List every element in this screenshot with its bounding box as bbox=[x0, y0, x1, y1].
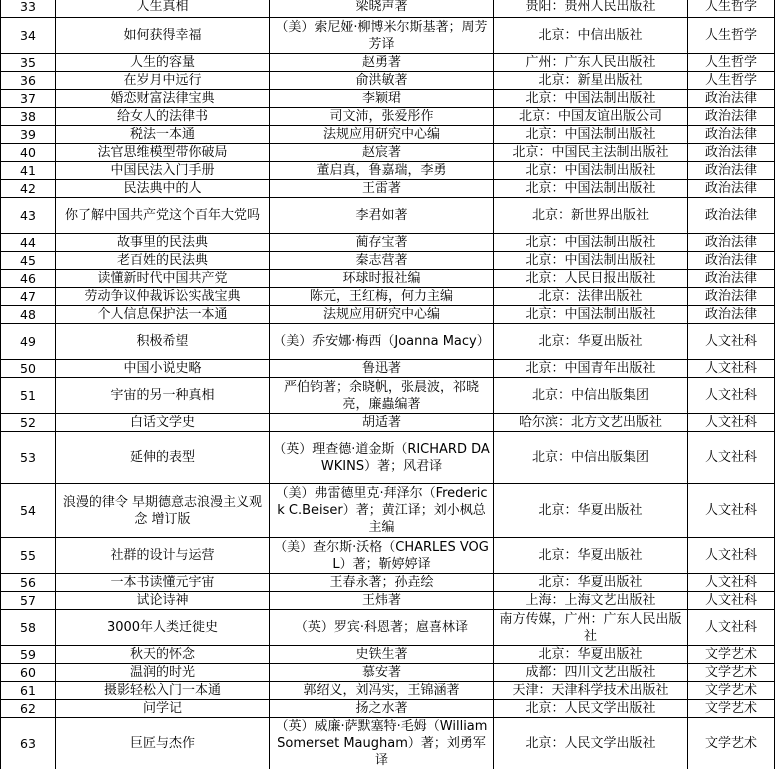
cell-publisher: 北京：新星出版社 bbox=[494, 72, 688, 90]
cell-number: 63 bbox=[1, 718, 56, 769]
table-row bbox=[1, 324, 775, 360]
cell-category: 人文社科 bbox=[688, 574, 775, 592]
cell-title: 婚恋财富法律宝典 bbox=[56, 90, 270, 108]
cell-publisher: 北京：中国法制出版社 bbox=[494, 252, 688, 270]
table-row bbox=[1, 682, 775, 700]
cell-number: 38 bbox=[1, 108, 56, 126]
table-row bbox=[1, 378, 775, 414]
cell-number: 40 bbox=[1, 144, 56, 162]
cell-author: 李君如著 bbox=[270, 198, 494, 234]
cell-category: 人生哲学 bbox=[688, 18, 775, 54]
cell-author: （美）弗雷德里克·拜泽尔（Frederick C.Beiser）著；黄江译；刘小枫总主编 bbox=[270, 484, 494, 538]
cell-publisher: 北京：法律出版社 bbox=[494, 288, 688, 306]
cell-title: 中国小说史略 bbox=[56, 360, 270, 378]
table-row bbox=[1, 288, 775, 306]
cell-category: 人文社科 bbox=[688, 592, 775, 610]
table-row bbox=[1, 610, 775, 646]
cell-title: 你了解中国共产党这个百年大党吗 bbox=[56, 198, 270, 234]
table-row bbox=[1, 664, 775, 682]
cell-category: 政治法律 bbox=[688, 90, 775, 108]
cell-publisher: 哈尔滨：北方文艺出版社 bbox=[494, 414, 688, 432]
table-row bbox=[1, 270, 775, 288]
cell-number: 54 bbox=[1, 484, 56, 538]
cell-title: 劳动争议仲裁诉讼实战宝典 bbox=[56, 288, 270, 306]
cell-number: 42 bbox=[1, 180, 56, 198]
cell-category: 人生哲学 bbox=[688, 0, 775, 18]
cell-publisher: 北京：华夏出版社 bbox=[494, 574, 688, 592]
cell-category: 政治法律 bbox=[688, 108, 775, 126]
cell-title: 温润的时光 bbox=[56, 664, 270, 682]
cell-author: 郭绍义，刘冯实，王锦涵著 bbox=[270, 682, 494, 700]
cell-author: 胡适著 bbox=[270, 414, 494, 432]
cell-title: 读懂新时代中国共产党 bbox=[56, 270, 270, 288]
cell-publisher: 北京：华夏出版社 bbox=[494, 484, 688, 538]
cell-title: 税法一本通 bbox=[56, 126, 270, 144]
cell-number: 34 bbox=[1, 18, 56, 54]
cell-title: 摄影轻松入门一本通 bbox=[56, 682, 270, 700]
table-row bbox=[1, 144, 775, 162]
table-row bbox=[1, 574, 775, 592]
cell-publisher: 北京：中信出版社 bbox=[494, 18, 688, 54]
cell-title: 3000年人类迁徙史 bbox=[56, 610, 270, 646]
cell-title: 浪漫的律令 早期德意志浪漫主义观念 增订版 bbox=[56, 484, 270, 538]
cell-title: 老百姓的民法典 bbox=[56, 252, 270, 270]
cell-publisher: 北京：华夏出版社 bbox=[494, 538, 688, 574]
cell-author: 王炜著 bbox=[270, 592, 494, 610]
cell-title: 故事里的民法典 bbox=[56, 234, 270, 252]
table-row bbox=[1, 180, 775, 198]
cell-title: 给女人的法律书 bbox=[56, 108, 270, 126]
cell-number: 45 bbox=[1, 252, 56, 270]
cell-number: 53 bbox=[1, 432, 56, 484]
cell-author: 鲁迅著 bbox=[270, 360, 494, 378]
cell-title: 民法典中的人 bbox=[56, 180, 270, 198]
cell-category: 文学艺术 bbox=[688, 646, 775, 664]
cell-number: 52 bbox=[1, 414, 56, 432]
cell-title: 巨匠与杰作 bbox=[56, 718, 270, 769]
table-row bbox=[1, 198, 775, 234]
cell-title: 社群的设计与运营 bbox=[56, 538, 270, 574]
cell-author: 王雷著 bbox=[270, 180, 494, 198]
cell-number: 58 bbox=[1, 610, 56, 646]
cell-number: 55 bbox=[1, 538, 56, 574]
cell-publisher: 北京：华夏出版社 bbox=[494, 646, 688, 664]
table-row bbox=[1, 72, 775, 90]
cell-title: 中国民法入门手册 bbox=[56, 162, 270, 180]
cell-category: 文学艺术 bbox=[688, 718, 775, 769]
cell-title: 积极希望 bbox=[56, 324, 270, 360]
cell-title: 如何获得幸福 bbox=[56, 18, 270, 54]
cell-author: （美）索尼娅·柳博米尔斯基著；周芳芳译 bbox=[270, 18, 494, 54]
cell-category: 人文社科 bbox=[688, 610, 775, 646]
table-row bbox=[1, 90, 775, 108]
table-row bbox=[1, 234, 775, 252]
cell-publisher: 北京：中国法制出版社 bbox=[494, 306, 688, 324]
cell-publisher: 北京：中国法制出版社 bbox=[494, 180, 688, 198]
cell-title: 延伸的表型 bbox=[56, 432, 270, 484]
cell-author: （英）理查德·道金斯（RICHARD DAWKINS）著；风君译 bbox=[270, 432, 494, 484]
cell-author: 李颖珺 bbox=[270, 90, 494, 108]
cell-author: 慕安著 bbox=[270, 664, 494, 682]
table-row bbox=[1, 484, 775, 538]
table-row bbox=[1, 592, 775, 610]
table-row bbox=[1, 0, 775, 18]
cell-publisher: 南方传媒，广州：广东人民出版社 bbox=[494, 610, 688, 646]
cell-title: 法官思维模型带你破局 bbox=[56, 144, 270, 162]
cell-title: 一本书读懂元宇宙 bbox=[56, 574, 270, 592]
cell-author: 扬之水著 bbox=[270, 700, 494, 718]
table-row bbox=[1, 718, 775, 769]
cell-number: 37 bbox=[1, 90, 56, 108]
cell-author: （美）查尔斯·沃格（CHARLES VOGL）著；靳婷婷译 bbox=[270, 538, 494, 574]
cell-title: 宇宙的另一种真相 bbox=[56, 378, 270, 414]
cell-category: 文学艺术 bbox=[688, 664, 775, 682]
cell-number: 57 bbox=[1, 592, 56, 610]
table-row bbox=[1, 108, 775, 126]
cell-category: 政治法律 bbox=[688, 270, 775, 288]
cell-author: 法规应用研究中心编 bbox=[270, 306, 494, 324]
cell-number: 49 bbox=[1, 324, 56, 360]
cell-number: 44 bbox=[1, 234, 56, 252]
cell-number: 47 bbox=[1, 288, 56, 306]
cell-category: 人文社科 bbox=[688, 538, 775, 574]
cell-title: 人生的容量 bbox=[56, 54, 270, 72]
cell-number: 39 bbox=[1, 126, 56, 144]
cell-category: 人生哲学 bbox=[688, 54, 775, 72]
cell-number: 36 bbox=[1, 72, 56, 90]
cell-number: 56 bbox=[1, 574, 56, 592]
cell-category: 人文社科 bbox=[688, 432, 775, 484]
cell-author: 史铁生著 bbox=[270, 646, 494, 664]
cell-publisher: 成都：四川文艺出版社 bbox=[494, 664, 688, 682]
cell-number: 60 bbox=[1, 664, 56, 682]
table-row bbox=[1, 252, 775, 270]
cell-category: 政治法律 bbox=[688, 180, 775, 198]
table-row bbox=[1, 538, 775, 574]
cell-category: 政治法律 bbox=[688, 288, 775, 306]
cell-title: 在岁月中远行 bbox=[56, 72, 270, 90]
cell-title: 人生真相 bbox=[56, 0, 270, 18]
cell-author: 环球时报社编 bbox=[270, 270, 494, 288]
cell-author: 法规应用研究中心编 bbox=[270, 126, 494, 144]
cell-category: 人文社科 bbox=[688, 414, 775, 432]
cell-number: 62 bbox=[1, 700, 56, 718]
cell-author: 陈元，王红梅，何力主编 bbox=[270, 288, 494, 306]
cell-number: 41 bbox=[1, 162, 56, 180]
cell-title: 白话文学史 bbox=[56, 414, 270, 432]
table-row bbox=[1, 646, 775, 664]
table-row bbox=[1, 432, 775, 484]
cell-publisher: 北京：新世界出版社 bbox=[494, 198, 688, 234]
cell-publisher: 北京：中国法制出版社 bbox=[494, 162, 688, 180]
cell-publisher: 北京：中信出版集团 bbox=[494, 432, 688, 484]
cell-number: 61 bbox=[1, 682, 56, 700]
table-row bbox=[1, 126, 775, 144]
cell-category: 文学艺术 bbox=[688, 700, 775, 718]
cell-author: 严伯钧著；余晓帆，张晨波，祁晓亮，廉蟲编著 bbox=[270, 378, 494, 414]
cell-number: 51 bbox=[1, 378, 56, 414]
cell-publisher: 北京：中信出版集团 bbox=[494, 378, 688, 414]
cell-publisher: 北京：中国青年出版社 bbox=[494, 360, 688, 378]
cell-author: 俞洪敏著 bbox=[270, 72, 494, 90]
cell-author: （美）乔安娜·梅西（Joanna Macy） bbox=[270, 324, 494, 360]
table-row bbox=[1, 54, 775, 72]
cell-category: 文学艺术 bbox=[688, 682, 775, 700]
cell-publisher: 北京：人民日报出版社 bbox=[494, 270, 688, 288]
table-row bbox=[1, 700, 775, 718]
cell-publisher: 北京：中国民主法制出版社 bbox=[494, 144, 688, 162]
cell-publisher: 天津：天津科学技术出版社 bbox=[494, 682, 688, 700]
cell-publisher: 北京：中国法制出版社 bbox=[494, 234, 688, 252]
table-row bbox=[1, 414, 775, 432]
cell-author: 董启真，鲁嘉瑞，李勇 bbox=[270, 162, 494, 180]
cell-author: 蔺存宝著 bbox=[270, 234, 494, 252]
cell-title: 秋天的怀念 bbox=[56, 646, 270, 664]
cell-author: 秦志营著 bbox=[270, 252, 494, 270]
cell-category: 人文社科 bbox=[688, 378, 775, 414]
cell-publisher: 贵阳：贵州人民出版社 bbox=[494, 0, 688, 18]
table-row bbox=[1, 360, 775, 378]
cell-number: 33 bbox=[1, 0, 56, 18]
cell-author: 梁晓声著 bbox=[270, 0, 494, 18]
cell-category: 人文社科 bbox=[688, 360, 775, 378]
cell-publisher: 北京：华夏出版社 bbox=[494, 324, 688, 360]
cell-publisher: 北京：人民文学出版社 bbox=[494, 700, 688, 718]
cell-author: 赵勇著 bbox=[270, 54, 494, 72]
cell-category: 政治法律 bbox=[688, 306, 775, 324]
cell-category: 人文社科 bbox=[688, 324, 775, 360]
cell-category: 政治法律 bbox=[688, 252, 775, 270]
cell-publisher: 北京：人民文学出版社 bbox=[494, 718, 688, 769]
cell-author: 王春永著；孙垚绘 bbox=[270, 574, 494, 592]
table-row bbox=[1, 18, 775, 54]
cell-author: 赵宸著 bbox=[270, 144, 494, 162]
cell-title: 个人信息保护法一本通 bbox=[56, 306, 270, 324]
cell-author: 司文沛，张爱彤作 bbox=[270, 108, 494, 126]
cell-number: 48 bbox=[1, 306, 56, 324]
cell-author: （英）威廉·萨默塞特·毛姆（William Somerset Maugham）著；刘勇军译 bbox=[270, 718, 494, 769]
cell-author: （英）罗宾·科恩著；扈喜林译 bbox=[270, 610, 494, 646]
cell-number: 50 bbox=[1, 360, 56, 378]
cell-publisher: 北京：中国法制出版社 bbox=[494, 90, 688, 108]
cell-category: 政治法律 bbox=[688, 198, 775, 234]
cell-title: 试论诗神 bbox=[56, 592, 270, 610]
cell-category: 人文社科 bbox=[688, 484, 775, 538]
cell-number: 35 bbox=[1, 54, 56, 72]
cell-category: 人生哲学 bbox=[688, 72, 775, 90]
cell-publisher: 北京：中国法制出版社 bbox=[494, 126, 688, 144]
cell-category: 政治法律 bbox=[688, 162, 775, 180]
table-body bbox=[1, 0, 775, 769]
cell-title: 问学记 bbox=[56, 700, 270, 718]
table-row bbox=[1, 162, 775, 180]
cell-publisher: 广州：广东人民出版社 bbox=[494, 54, 688, 72]
table-row bbox=[1, 306, 775, 324]
cell-category: 政治法律 bbox=[688, 126, 775, 144]
cell-publisher: 上海：上海文艺出版社 bbox=[494, 592, 688, 610]
cell-number: 46 bbox=[1, 270, 56, 288]
cell-number: 43 bbox=[1, 198, 56, 234]
cell-category: 政治法律 bbox=[688, 144, 775, 162]
cell-publisher: 北京：中国友谊出版公司 bbox=[494, 108, 688, 126]
cell-number: 59 bbox=[1, 646, 56, 664]
cell-category: 政治法律 bbox=[688, 234, 775, 252]
